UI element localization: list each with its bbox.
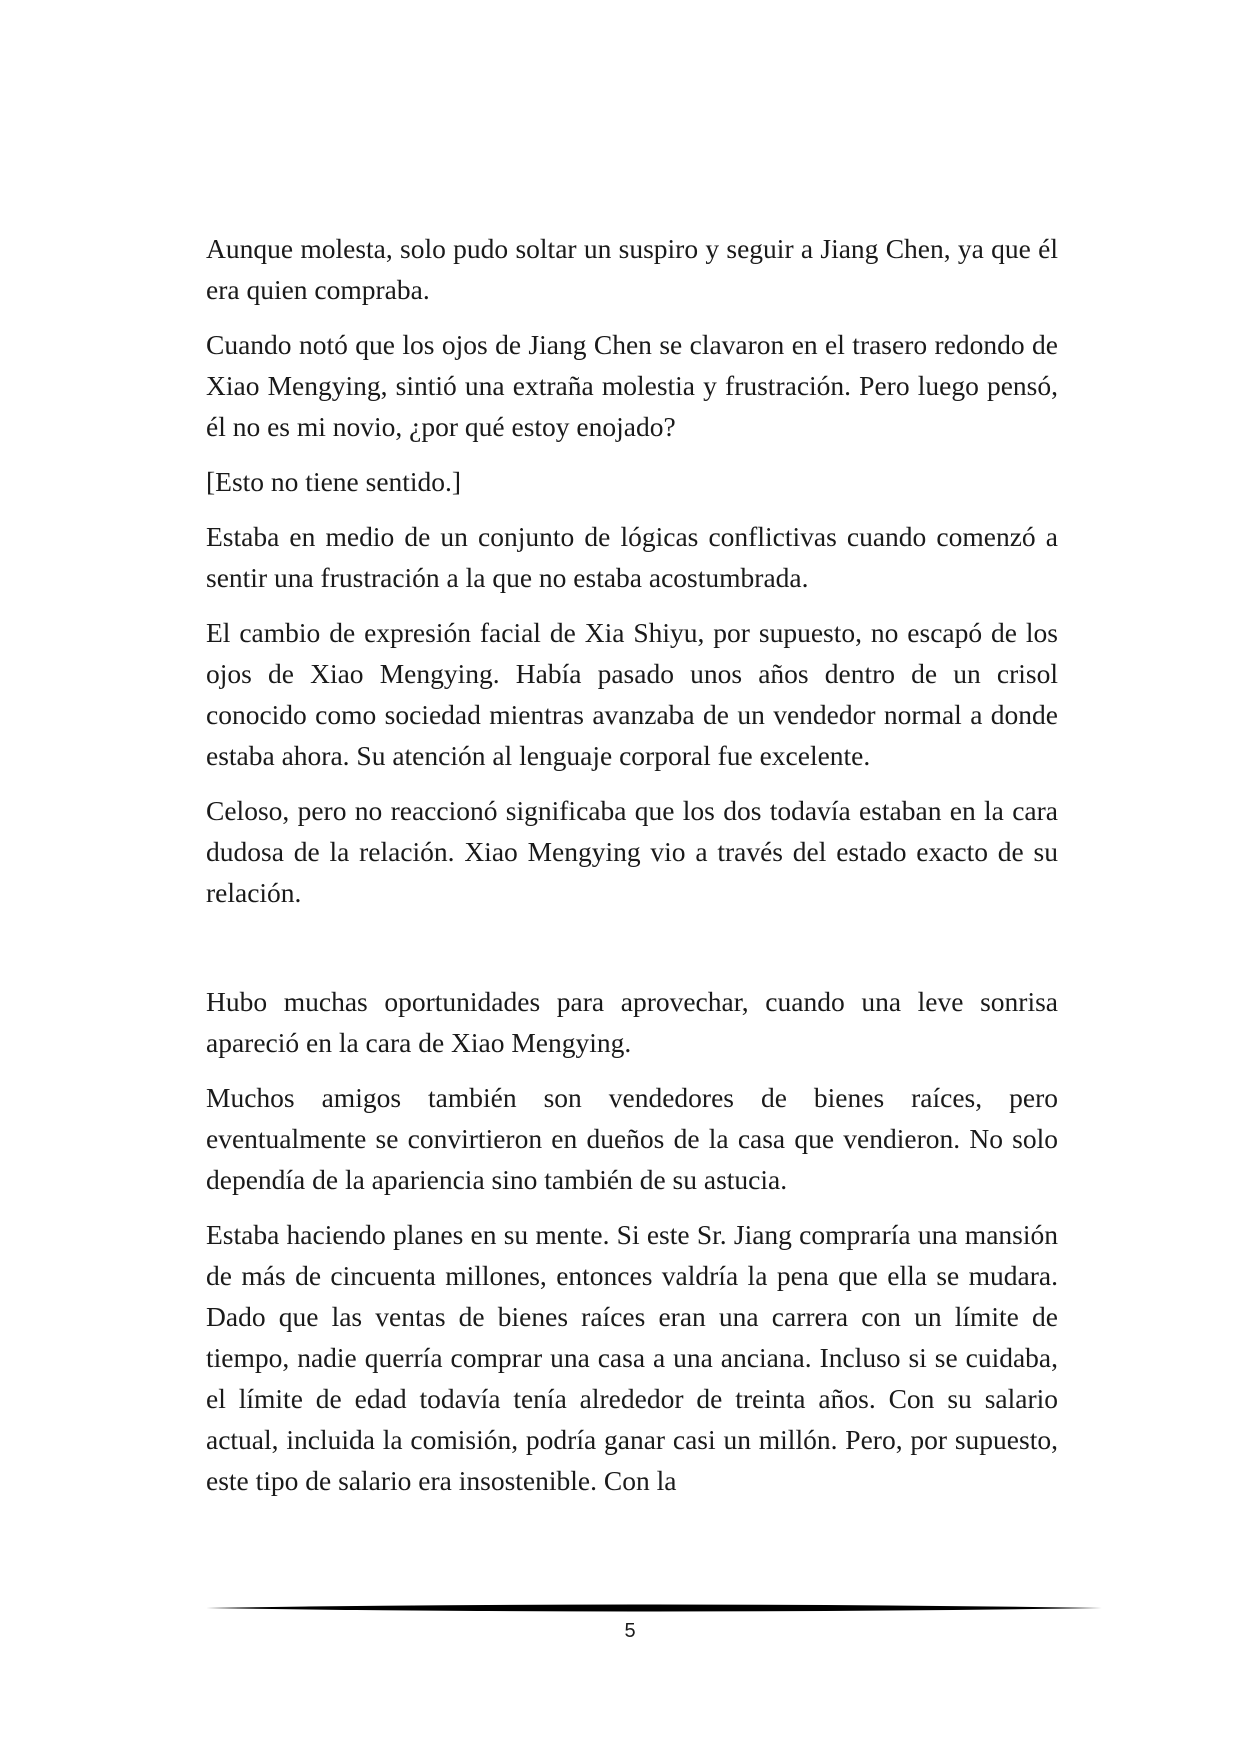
page-number: 5 (624, 1620, 636, 1642)
paragraph: Muchos amigos también son vendedores de bienes raíces, pero eventualmente se convirtieron en dueños de la casa que vendieron. No solo dependía de la apariencia sino también de su astucia. (206, 1082, 1058, 1195)
paragraph: Hubo muchas oportunidades para aprovechar, cuando una leve sonrisa apareció en la cara de Xiao Mengying. (206, 986, 1058, 1058)
paragraph: Celoso, pero no reaccionó significaba que los dos todavía estaban en la cara dudosa de la relación. Xiao Mengying vio a través del estado exacto de su relación. (206, 795, 1058, 908)
page-body (206, 228, 1058, 1515)
paragraph: [Esto no tiene sentido.] (206, 466, 462, 497)
footer-rule (206, 1602, 1102, 1614)
section-break (206, 927, 1058, 981)
paragraph: Estaba en medio de un conjunto de lógicas conflictivas cuando comenzó a sentir una frustración a la que no estaba acostumbrada. (206, 521, 1058, 593)
paragraph: El cambio de expresión facial de Xia Shiyu, por supuesto, no escapó de los ojos de Xiao Mengying. Había pasado unos años dentro de un crisol conocido como sociedad mientras avanzaba de un vendedor normal a donde estaba ahora. Su atención al lenguaje corporal fue excelente. (206, 617, 1058, 771)
paragraph: Cuando notó que los ojos de Jiang Chen se clavaron en el trasero redondo de Xiao Mengying, sintió una extraña molestia y frustración. Pero luego pensó, él no es mi novio, ¿por qué estoy enojado? (206, 329, 1058, 442)
paragraph: Estaba haciendo planes en su mente. Si este Sr. Jiang compraría una mansión de más de cincuenta millones, entonces valdría la pena que ella se mudara. Dado que las ventas de bienes raíces eran una carrera con un límite de tiempo, nadie querría comprar una casa a una anciana. Incluso si se cuidaba, el límite de edad todavía tenía alrededor de treinta años. Con su salario actual, incluida la comisión, podría ganar casi un millón. Pero, por supuesto, este tipo de salario era insostenible. Con la (206, 1219, 1058, 1496)
paragraph: Aunque molesta, solo pudo soltar un suspiro y seguir a Jiang Chen, ya que él era quien compraba. (206, 233, 1058, 305)
